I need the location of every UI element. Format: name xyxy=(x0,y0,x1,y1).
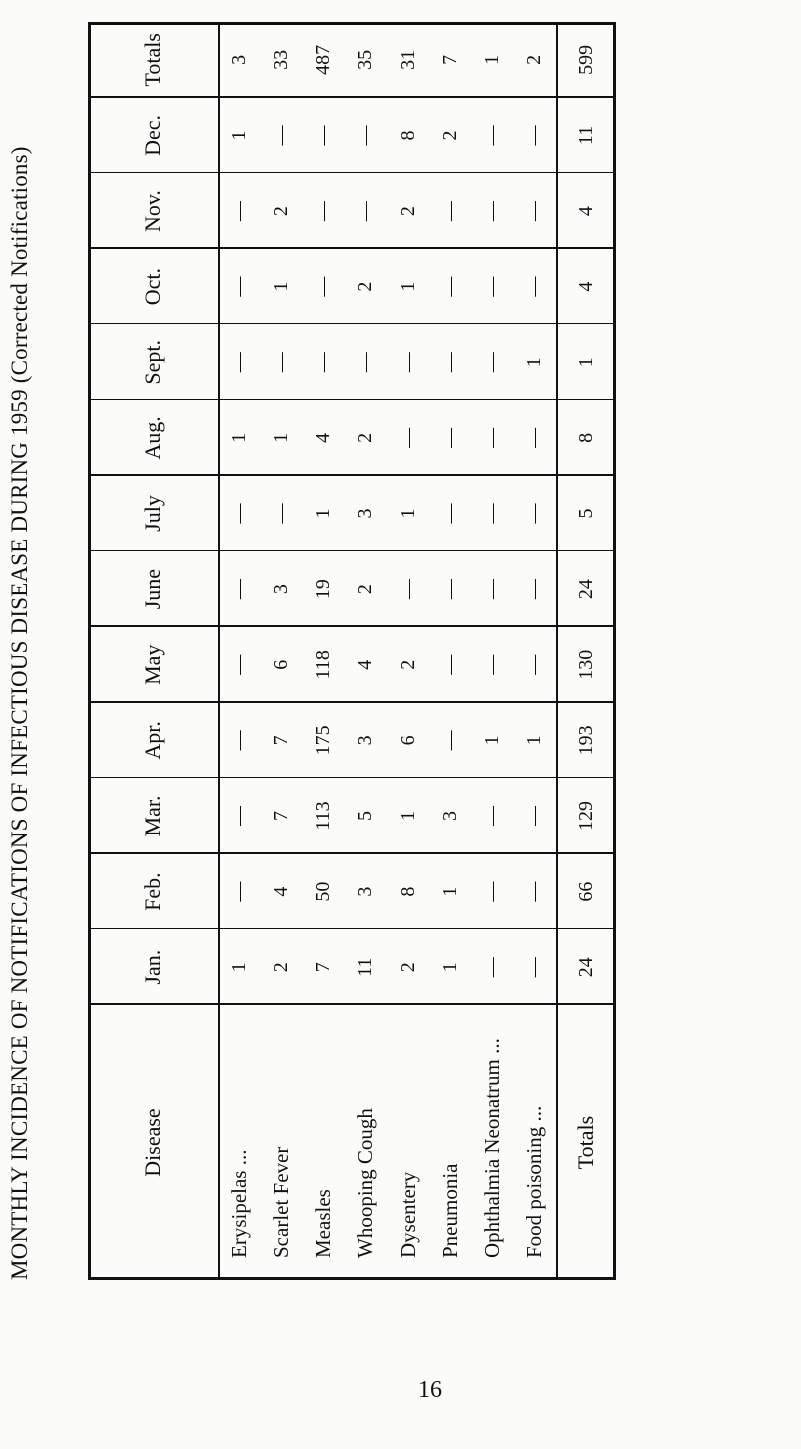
table-cell: — xyxy=(312,125,335,146)
totals-cell: 129 xyxy=(574,800,597,831)
header-dec: Dec. xyxy=(140,114,165,156)
table-cell: — xyxy=(481,805,504,826)
table-cell: 3 xyxy=(354,508,377,519)
rotated-page xyxy=(0,20,720,1300)
totals-cell: 8 xyxy=(574,432,597,443)
header-feb: Feb. xyxy=(140,872,165,911)
table-cell: — xyxy=(227,201,250,222)
table-cell: 1 xyxy=(481,735,504,746)
table-cell: — xyxy=(438,579,461,600)
table-cell: 3 xyxy=(354,735,377,746)
table-cell: 2 xyxy=(438,130,461,141)
table-cell: — xyxy=(227,805,250,826)
header-oct: Oct. xyxy=(140,268,165,306)
table-cell: — xyxy=(438,503,461,524)
table-cell: 1 xyxy=(396,810,419,821)
table-cell: 1 xyxy=(269,432,292,443)
table-cell: — xyxy=(227,276,250,297)
table-cell: — xyxy=(438,352,461,373)
table-cell: — xyxy=(481,276,504,297)
table-cell: 2 xyxy=(354,432,377,443)
totals-cell: 130 xyxy=(574,649,597,680)
table-cell: — xyxy=(438,201,461,222)
disease-name: Scarlet Fever xyxy=(268,1146,293,1258)
totals-cell: 599 xyxy=(574,44,597,75)
table-cell: — xyxy=(438,427,461,448)
table-cell: 1 xyxy=(227,432,250,443)
table-cell: 35 xyxy=(354,49,377,70)
table-cell: — xyxy=(481,957,504,978)
header-jan: Jan. xyxy=(140,949,165,985)
table-cell: — xyxy=(481,654,504,675)
table-cell: — xyxy=(523,125,546,146)
table-cell: 1 xyxy=(438,962,461,973)
table-cell: 11 xyxy=(354,957,377,977)
table-cell: — xyxy=(438,654,461,675)
disease-name: Food poisoning ... xyxy=(522,1105,547,1258)
table-cell: 2 xyxy=(269,962,292,973)
table-cell: — xyxy=(523,881,546,902)
totals-label: Totals xyxy=(573,1115,598,1170)
table-cell: 2 xyxy=(523,54,546,65)
table-cell: 3 xyxy=(227,54,250,65)
totals-cell: 24 xyxy=(574,579,597,600)
table-cell: — xyxy=(523,957,546,978)
table-cell: 3 xyxy=(269,584,292,595)
totals-cell: 5 xyxy=(574,508,597,519)
header-nov: Nov. xyxy=(140,190,165,233)
table-cell: — xyxy=(312,201,335,222)
table-cell: 33 xyxy=(269,49,292,70)
table-cell: — xyxy=(481,352,504,373)
table-cell: 2 xyxy=(396,206,419,217)
table-cell: 7 xyxy=(312,962,335,973)
table-cell: 3 xyxy=(438,810,461,821)
header-july: July xyxy=(140,495,165,532)
totals-cell: 4 xyxy=(574,281,597,292)
header-apr: Apr. xyxy=(140,721,165,760)
disease-name: Erysipelas ... xyxy=(226,1149,251,1258)
table-cell: 19 xyxy=(312,579,335,600)
table-cell: 7 xyxy=(269,735,292,746)
table-cell: — xyxy=(227,352,250,373)
disease-name: Dysentery xyxy=(395,1171,420,1258)
table-cell: — xyxy=(354,201,377,222)
table-cell: — xyxy=(227,730,250,751)
table-cell: — xyxy=(227,579,250,600)
table-cell: 1 xyxy=(481,54,504,65)
table-cell: — xyxy=(481,881,504,902)
table-cell: — xyxy=(523,276,546,297)
table-cell: 1 xyxy=(227,962,250,973)
table-cell: — xyxy=(227,881,250,902)
table-cell: 3 xyxy=(354,886,377,897)
table-cell: — xyxy=(523,503,546,524)
table-cell: — xyxy=(312,276,335,297)
table-cell: 5 xyxy=(354,810,377,821)
table-cell: — xyxy=(523,654,546,675)
table-cell: 1 xyxy=(269,281,292,292)
page-title: MONTHLY INCIDENCE OF NOTIFICATIONS OF INFECTIOUS DISEASE DURING 1959 (Corrected Notifications) xyxy=(7,146,32,1280)
table-cell: 8 xyxy=(396,130,419,141)
header-june: June xyxy=(140,568,165,610)
table-cell: — xyxy=(269,352,292,373)
table-cell: — xyxy=(269,125,292,146)
table-cell: 31 xyxy=(396,49,419,70)
header-mar: Mar. xyxy=(140,795,165,837)
table-cell: 4 xyxy=(312,432,335,443)
table-cell: 7 xyxy=(269,810,292,821)
totals-cell: 4 xyxy=(574,206,597,217)
table-cell: 7 xyxy=(438,54,461,65)
disease-name: Pneumonia xyxy=(437,1163,462,1258)
table-cell: 1 xyxy=(227,130,250,141)
incidence-table xyxy=(88,22,616,1280)
disease-name: Whooping Cough xyxy=(353,1108,378,1258)
totals-cell: 24 xyxy=(574,957,597,978)
table-cell: 1 xyxy=(312,508,335,519)
table-cell: 2 xyxy=(354,281,377,292)
table-cell: 2 xyxy=(396,962,419,973)
table-cell: — xyxy=(523,427,546,448)
table-cell: — xyxy=(481,427,504,448)
header-disease: Disease xyxy=(140,1108,165,1177)
header-totals: Totals xyxy=(140,33,165,87)
table-cell: — xyxy=(227,654,250,675)
totals-cell: 193 xyxy=(574,725,597,756)
page-number: 16 xyxy=(418,1377,442,1403)
table-cell: 50 xyxy=(312,881,335,902)
table-cell: — xyxy=(481,125,504,146)
header-sept: Sept. xyxy=(140,339,165,385)
table-cell: — xyxy=(481,201,504,222)
table-cell: 118 xyxy=(312,650,335,680)
table-cell: — xyxy=(481,503,504,524)
table-cell: 487 xyxy=(312,44,335,75)
table-cell: 4 xyxy=(269,886,292,897)
table-cell: 2 xyxy=(396,659,419,670)
table-cell: 113 xyxy=(312,801,335,831)
table-cell: 1 xyxy=(523,735,546,746)
table-cell: 4 xyxy=(354,659,377,670)
disease-name: Ophthalmia Neonatrum ... xyxy=(480,1038,505,1258)
disease-name: Measles xyxy=(311,1189,336,1258)
totals-cell: 1 xyxy=(574,357,597,368)
totals-cell: 66 xyxy=(574,881,597,902)
table-cell: — xyxy=(523,579,546,600)
table-cell: — xyxy=(396,579,419,600)
table-cell: — xyxy=(481,579,504,600)
table-cell: — xyxy=(438,276,461,297)
table-cell: 8 xyxy=(396,886,419,897)
table-cell: — xyxy=(523,805,546,826)
table-cell: 1 xyxy=(438,886,461,897)
table-cell: — xyxy=(523,201,546,222)
table-cell: 1 xyxy=(523,357,546,368)
table-cell: — xyxy=(396,427,419,448)
table-cell: 2 xyxy=(354,584,377,595)
table-cell: 1 xyxy=(396,281,419,292)
table-cell: 6 xyxy=(269,659,292,670)
table-cell: — xyxy=(396,352,419,373)
table-cell: — xyxy=(354,352,377,373)
header-aug: Aug. xyxy=(140,416,165,460)
table-cell: 2 xyxy=(269,206,292,217)
table-cell: 175 xyxy=(312,725,335,756)
table-cell: — xyxy=(269,503,292,524)
table-cell: — xyxy=(227,503,250,524)
header-may: May xyxy=(140,644,165,685)
table-cell: — xyxy=(354,125,377,146)
table-cell: — xyxy=(312,352,335,373)
totals-cell: 11 xyxy=(574,125,597,146)
table-cell: — xyxy=(438,730,461,751)
table-cell: 6 xyxy=(396,735,419,746)
table-cell: 1 xyxy=(396,508,419,519)
